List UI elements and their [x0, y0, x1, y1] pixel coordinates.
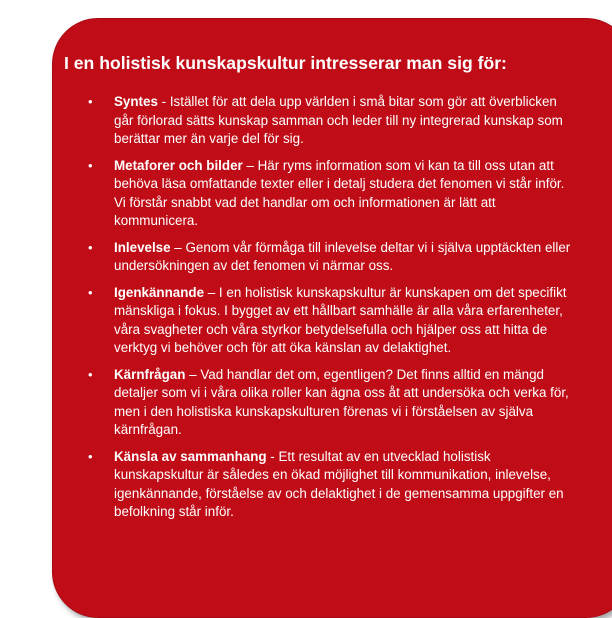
list-item-term: Metaforer och bilder: [114, 157, 243, 173]
list-item-term: Igenkännande: [114, 284, 205, 300]
list-item-karnfragan: [86, 366, 576, 440]
bullet-icon: •: [88, 366, 93, 382]
list-item-text: - Istället för att dela upp världen i små bitar som gör att överblicken går förlorad sätts kunskap samman och leder till ny integrerad kunskap som berättar mer än varje del för sig.: [114, 94, 563, 146]
list-item-term: Syntes: [114, 94, 158, 109]
list-item-term: Känsla av sammanhang: [114, 448, 267, 464]
list-item-text: - Ett resultat av en utvecklad holistisk kunskapskultur är således en ökad möjlighet till kommunikation, inlevelse, igenkännande, förståelse av och delaktighet i de gemensamma uppgifter en befolkning står inför.: [114, 448, 564, 519]
list-item-text: – I en holistisk kunskapskultur är kunskapen om det specifikt mänskliga i fokus. I bygget av ett hållbart samhälle är alla våra erfarenheter, våra svagheter och våra styrkor betydelsefulla och hjälper oss att hitta de verktyg vi behöver och för att öka känslan av delaktighet.: [114, 284, 567, 355]
bullet-icon: •: [88, 448, 93, 464]
list-item-term: Inlevelse: [114, 239, 171, 255]
list-item-inlevelse: [86, 239, 576, 276]
list-item-text: – Här ryms information som vi kan ta till oss utan att behöva läsa omfattande texter eller i detalj studera det fenomen vi står inför. Vi förstår snabbt vad det handlar om och informationen är lätt att kommunicera.: [114, 157, 565, 228]
list-item-text: – Genom vår förmåga till inlevelse deltar vi i själva upptäckten eller undersökningen av det fenomen vi närmar oss.: [114, 239, 571, 273]
list-item-text: – Vad handlar det om, egentligen? Det finns alltid en mängd detaljer som vi i våra olika roller kan ägna oss åt att undersöka och verka för, men i den holistiska kunskapskulturen förenas vi i förståelsen av själva kärnfrågan.: [114, 366, 569, 437]
list-item-kansla-av-sammanhang: [86, 448, 576, 522]
list-item-igenkannande: [86, 284, 576, 358]
bullet-icon: •: [88, 239, 93, 255]
bullet-icon: •: [88, 284, 93, 300]
list-item-syntes: [86, 93, 576, 149]
list-item-term: Kärnfrågan: [114, 366, 186, 382]
card-title: I en holistisk kunskapskultur intresserar man sig för:: [64, 53, 507, 73]
bullet-list: [86, 93, 576, 530]
bullet-icon: •: [88, 94, 93, 109]
bullet-icon: •: [88, 157, 93, 173]
list-item-metaforer: [86, 157, 576, 231]
